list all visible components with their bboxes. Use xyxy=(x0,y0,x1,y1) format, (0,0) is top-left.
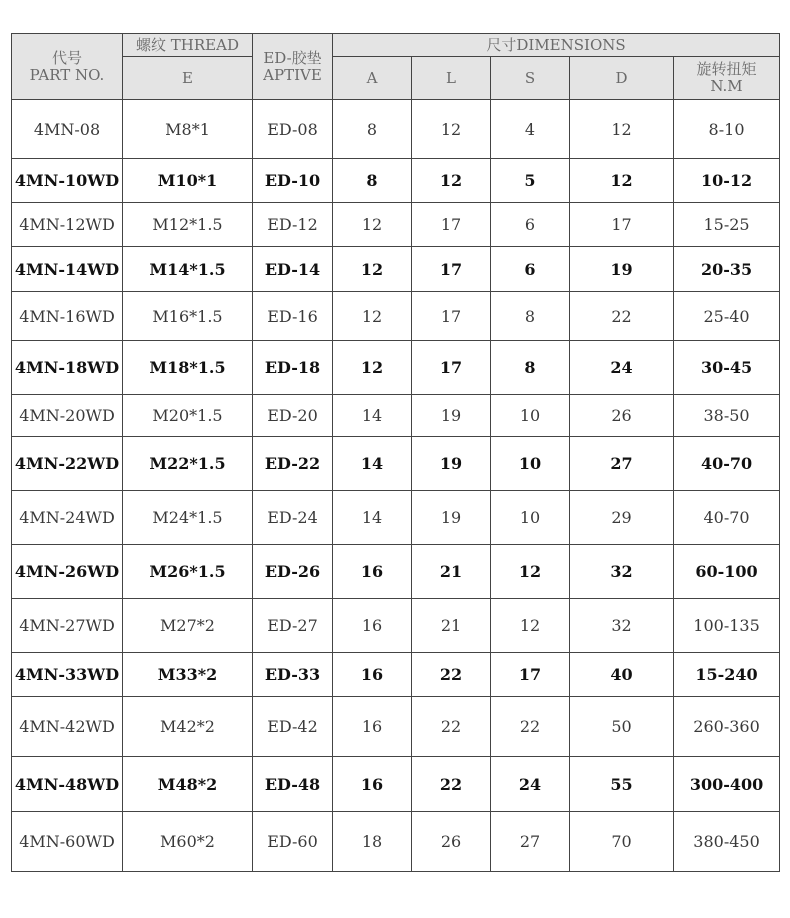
table-row xyxy=(12,697,780,757)
dim-s-cell: 6 xyxy=(491,247,570,292)
dim-d-cell: 12 xyxy=(570,100,674,159)
dim-l-header: L xyxy=(412,57,491,100)
thread-cell: M60*2 xyxy=(123,812,253,872)
thread-header: 螺纹 THREAD xyxy=(123,34,253,57)
part-no-cell: 4MN-08 xyxy=(12,100,123,159)
dim-l-cell: 19 xyxy=(412,437,491,491)
dim-a-cell: 14 xyxy=(333,437,412,491)
thread-cell: M12*1.5 xyxy=(123,203,253,247)
dim-l-cell: 17 xyxy=(412,203,491,247)
dim-d-cell: 55 xyxy=(570,757,674,812)
dim-d-cell: 19 xyxy=(570,247,674,292)
thread-cell: M8*1 xyxy=(123,100,253,159)
table-row xyxy=(12,159,780,203)
dim-s-cell: 12 xyxy=(491,545,570,599)
dim-s-header: S xyxy=(491,57,570,100)
table-row xyxy=(12,653,780,697)
dim-a-cell: 16 xyxy=(333,599,412,653)
torque-cell: 30-45 xyxy=(674,341,780,395)
dim-a-cell: 16 xyxy=(333,757,412,812)
dim-s-cell: 17 xyxy=(491,653,570,697)
thread-sub-header: E xyxy=(123,57,253,100)
gasket-cell: ED-16 xyxy=(253,292,333,341)
thread-cell: M26*1.5 xyxy=(123,545,253,599)
dim-d-cell: 12 xyxy=(570,159,674,203)
gasket-cell: ED-12 xyxy=(253,203,333,247)
dim-d-cell: 50 xyxy=(570,697,674,757)
part-no-cell: 4MN-60WD xyxy=(12,812,123,872)
dim-a-header: A xyxy=(333,57,412,100)
dim-s-cell: 8 xyxy=(491,292,570,341)
torque-cell: 260-360 xyxy=(674,697,780,757)
table-body xyxy=(12,100,780,872)
gasket-cell: ED-18 xyxy=(253,341,333,395)
gasket-cell: ED-33 xyxy=(253,653,333,697)
part-no-cell: 4MN-27WD xyxy=(12,599,123,653)
thread-cell: M20*1.5 xyxy=(123,395,253,437)
torque-cell: 10-12 xyxy=(674,159,780,203)
dim-l-cell: 17 xyxy=(412,341,491,395)
gasket-cell: ED-60 xyxy=(253,812,333,872)
table-row xyxy=(12,203,780,247)
gasket-cell: ED-24 xyxy=(253,491,333,545)
dim-a-cell: 16 xyxy=(333,653,412,697)
spec-table-container xyxy=(11,33,779,872)
torque-cell: 15-25 xyxy=(674,203,780,247)
dim-l-cell: 12 xyxy=(412,159,491,203)
dim-l-cell: 22 xyxy=(412,697,491,757)
dim-s-cell: 8 xyxy=(491,341,570,395)
dim-a-cell: 12 xyxy=(333,341,412,395)
table-header xyxy=(12,34,780,100)
dim-a-cell: 8 xyxy=(333,100,412,159)
torque-cell: 100-135 xyxy=(674,599,780,653)
table-row xyxy=(12,395,780,437)
torque-header xyxy=(674,57,780,100)
dim-l-cell: 22 xyxy=(412,653,491,697)
dim-l-cell: 17 xyxy=(412,292,491,341)
part-no-cell: 4MN-16WD xyxy=(12,292,123,341)
part-no-header-en: PART NO. xyxy=(29,65,105,84)
dim-l-cell: 12 xyxy=(412,100,491,159)
dim-l-cell: 21 xyxy=(412,545,491,599)
thread-cell: M22*1.5 xyxy=(123,437,253,491)
thread-cell: M14*1.5 xyxy=(123,247,253,292)
part-no-header-cn: 代号 xyxy=(51,48,82,67)
torque-cell: 38-50 xyxy=(674,395,780,437)
table-row xyxy=(12,491,780,545)
dim-s-cell: 27 xyxy=(491,812,570,872)
table-row xyxy=(12,437,780,491)
dim-l-cell: 26 xyxy=(412,812,491,872)
thread-cell: M33*2 xyxy=(123,653,253,697)
table-row xyxy=(12,292,780,341)
dim-a-cell: 14 xyxy=(333,491,412,545)
dim-d-cell: 22 xyxy=(570,292,674,341)
part-no-cell: 4MN-48WD xyxy=(12,757,123,812)
torque-cell: 60-100 xyxy=(674,545,780,599)
part-no-cell: 4MN-14WD xyxy=(12,247,123,292)
thread-cell: M42*2 xyxy=(123,697,253,757)
gasket-cell: ED-20 xyxy=(253,395,333,437)
part-no-cell: 4MN-12WD xyxy=(12,203,123,247)
part-no-cell: 4MN-42WD xyxy=(12,697,123,757)
dim-d-cell: 27 xyxy=(570,437,674,491)
torque-cell: 15-240 xyxy=(674,653,780,697)
dim-a-cell: 12 xyxy=(333,292,412,341)
thread-cell: M48*2 xyxy=(123,757,253,812)
dim-d-cell: 29 xyxy=(570,491,674,545)
table-row xyxy=(12,757,780,812)
dim-d-cell: 70 xyxy=(570,812,674,872)
gasket-cell: ED-14 xyxy=(253,247,333,292)
dim-a-cell: 16 xyxy=(333,697,412,757)
dim-l-cell: 17 xyxy=(412,247,491,292)
table-row xyxy=(12,247,780,292)
part-no-cell: 4MN-22WD xyxy=(12,437,123,491)
dim-d-cell: 26 xyxy=(570,395,674,437)
dim-a-cell: 12 xyxy=(333,203,412,247)
torque-header-unit: N.M xyxy=(710,77,743,95)
dim-a-cell: 16 xyxy=(333,545,412,599)
torque-cell: 40-70 xyxy=(674,491,780,545)
dim-s-cell: 10 xyxy=(491,437,570,491)
spec-table xyxy=(11,33,780,872)
dim-a-cell: 14 xyxy=(333,395,412,437)
part-no-cell: 4MN-24WD xyxy=(12,491,123,545)
dim-a-cell: 12 xyxy=(333,247,412,292)
thread-cell: M10*1 xyxy=(123,159,253,203)
part-no-cell: 4MN-26WD xyxy=(12,545,123,599)
table-row xyxy=(12,599,780,653)
thread-cell: M24*1.5 xyxy=(123,491,253,545)
dim-d-cell: 32 xyxy=(570,545,674,599)
thread-cell: M16*1.5 xyxy=(123,292,253,341)
dimensions-header: 尺寸DIMENSIONS xyxy=(333,34,780,57)
thread-cell: M27*2 xyxy=(123,599,253,653)
part-no-cell: 4MN-18WD xyxy=(12,341,123,395)
torque-cell: 40-70 xyxy=(674,437,780,491)
dim-d-cell: 40 xyxy=(570,653,674,697)
dim-s-cell: 10 xyxy=(491,491,570,545)
table-row xyxy=(12,545,780,599)
gasket-header xyxy=(253,34,333,100)
gasket-cell: ED-27 xyxy=(253,599,333,653)
part-no-cell: 4MN-33WD xyxy=(12,653,123,697)
torque-cell: 25-40 xyxy=(674,292,780,341)
dim-s-cell: 4 xyxy=(491,100,570,159)
gasket-cell: ED-26 xyxy=(253,545,333,599)
gasket-cell: ED-42 xyxy=(253,697,333,757)
dim-s-cell: 22 xyxy=(491,697,570,757)
torque-cell: 300-400 xyxy=(674,757,780,812)
torque-cell: 8-10 xyxy=(674,100,780,159)
part-no-cell: 4MN-20WD xyxy=(12,395,123,437)
torque-cell: 380-450 xyxy=(674,812,780,872)
dim-s-cell: 12 xyxy=(491,599,570,653)
dim-l-cell: 19 xyxy=(412,491,491,545)
dim-l-cell: 19 xyxy=(412,395,491,437)
gasket-cell: ED-10 xyxy=(253,159,333,203)
dim-s-cell: 5 xyxy=(491,159,570,203)
dim-l-cell: 22 xyxy=(412,757,491,812)
gasket-cell: ED-08 xyxy=(253,100,333,159)
torque-header-cn: 旋转扭矩 xyxy=(696,60,757,78)
gasket-header-cn: ED-胶垫 xyxy=(263,48,322,67)
dim-a-cell: 18 xyxy=(333,812,412,872)
dim-s-cell: 6 xyxy=(491,203,570,247)
gasket-header-en: APTIVE xyxy=(263,65,322,84)
torque-cell: 20-35 xyxy=(674,247,780,292)
dim-d-cell: 24 xyxy=(570,341,674,395)
part-no-header xyxy=(12,34,123,100)
dim-a-cell: 8 xyxy=(333,159,412,203)
table-row xyxy=(12,812,780,872)
table-row xyxy=(12,100,780,159)
thread-cell: M18*1.5 xyxy=(123,341,253,395)
table-row xyxy=(12,341,780,395)
dim-d-cell: 32 xyxy=(570,599,674,653)
gasket-cell: ED-22 xyxy=(253,437,333,491)
dim-s-cell: 24 xyxy=(491,757,570,812)
dim-l-cell: 21 xyxy=(412,599,491,653)
dim-d-header: D xyxy=(570,57,674,100)
dim-d-cell: 17 xyxy=(570,203,674,247)
gasket-cell: ED-48 xyxy=(253,757,333,812)
dim-s-cell: 10 xyxy=(491,395,570,437)
part-no-cell: 4MN-10WD xyxy=(12,159,123,203)
